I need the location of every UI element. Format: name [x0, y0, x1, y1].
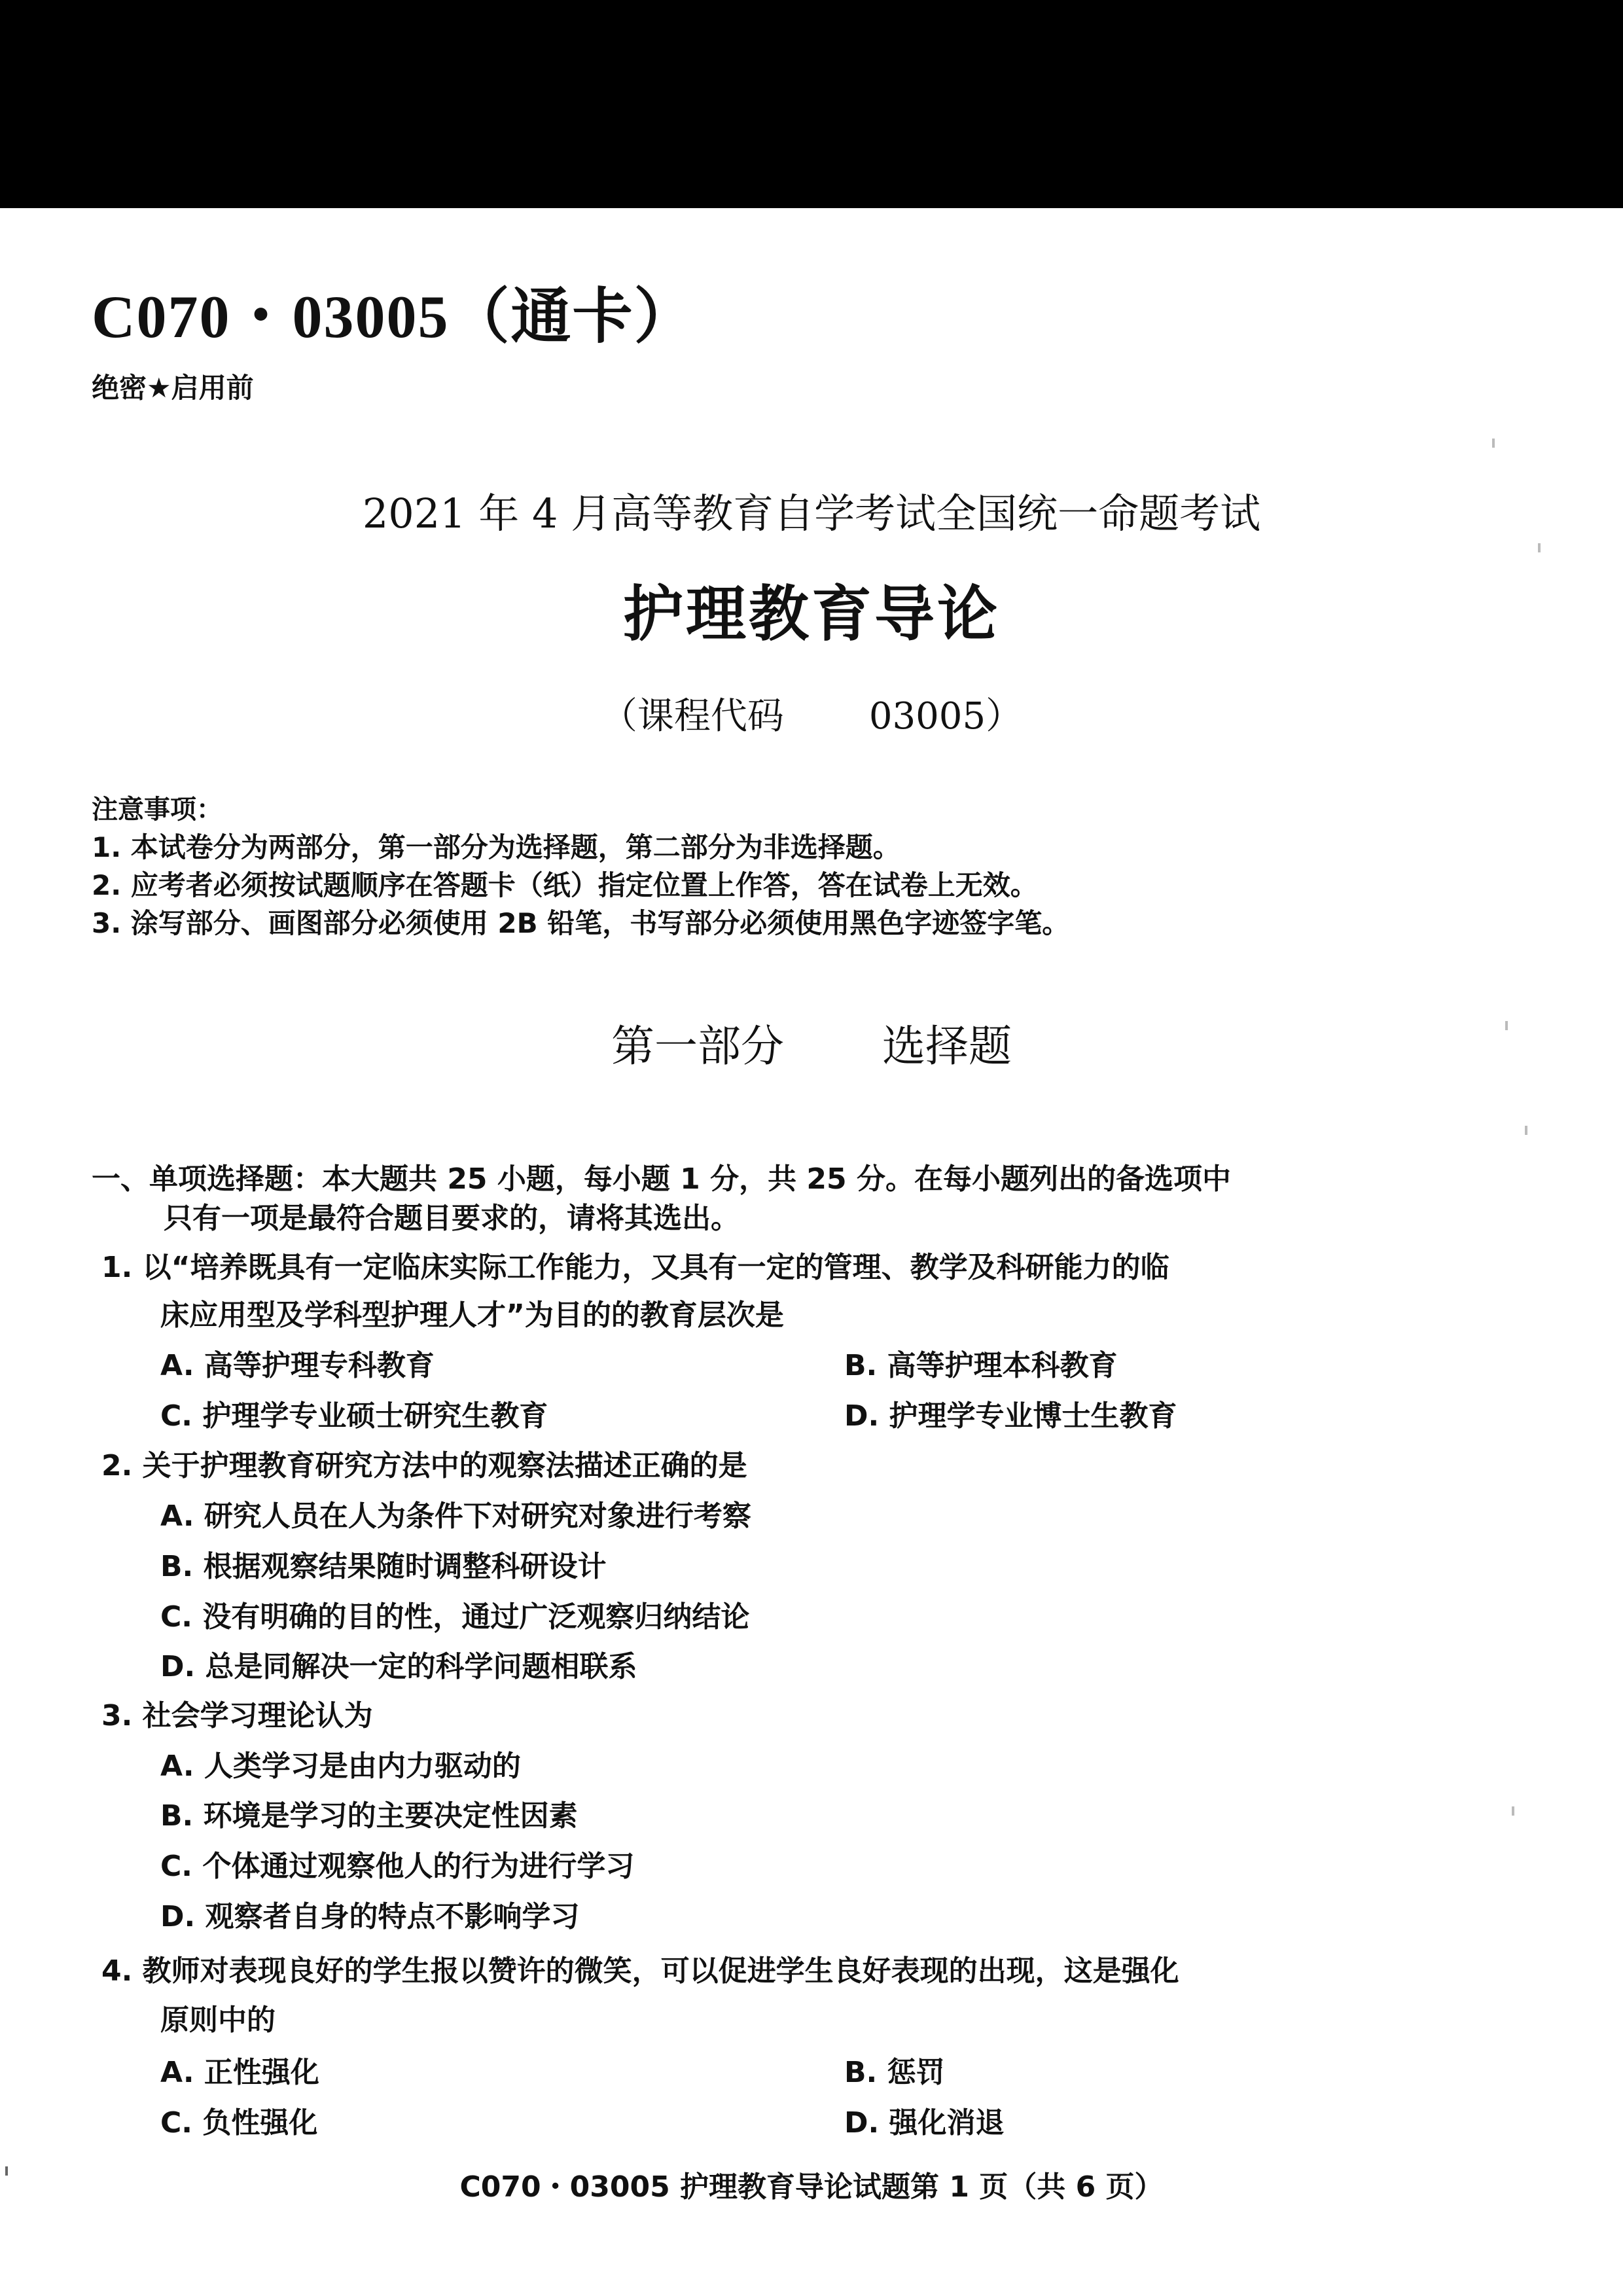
scan-noise [1538, 543, 1541, 552]
scan-noise [5, 2166, 8, 2176]
question-4-stem-cont: 原则中的 [160, 2003, 276, 2037]
course-code [0, 687, 1623, 740]
question-4-stem: 4. 教师对表现良好的学生报以赞许的微笑，可以促进学生良好表现的出现，这是强化 [101, 1954, 1179, 1988]
question-2-stem: 2. 关于护理教育研究方法中的观察法描述正确的是 [101, 1449, 747, 1482]
subject-title: 护理教育导论 [622, 579, 1000, 649]
course-code-label: （课程代码 [600, 695, 784, 738]
question-4-option-a: A. 正性强化 [160, 2056, 319, 2089]
part-heading [0, 1011, 1623, 1073]
question-4-option-d: D. 强化消退 [844, 2106, 1005, 2140]
question-2-option-c: C. 没有明确的目的性，通过广泛观察归纳结论 [160, 1600, 750, 1634]
section-instructions-cont: 只有一项是最符合题目要求的，请将其选出。 [164, 1202, 740, 1235]
question-4-option-c: C. 负性强化 [160, 2106, 318, 2140]
question-1-stem: 1. 以“培养既具有一定临床实际工作能力，又具有一定的管理、教学及科研能力的临 [101, 1251, 1169, 1284]
scan-noise [1512, 1806, 1514, 1816]
scan-black-band [0, 0, 1623, 208]
confidential-label: 绝密★启用前 [92, 372, 254, 404]
question-1-option-b: B. 高等护理本科教育 [844, 1349, 1118, 1382]
notice-item: 3. 涂写部分、画图部分必须使用 2B 铅笔，书写部分必须使用黑色字迹签字笔。 [92, 907, 1070, 939]
question-2-option-d: D. 总是同解决一定的科学问题相联系 [160, 1650, 637, 1683]
question-1-option-d: D. 护理学专业博士生教育 [844, 1399, 1177, 1433]
question-1-stem-cont: 床应用型及学科型护理人才”为目的的教育层次是 [160, 1299, 784, 1332]
question-4-option-b: B. 惩罚 [844, 2056, 945, 2089]
notice-title: 注意事项： [92, 795, 223, 825]
paper-code: C070・03005（通卡） [92, 283, 696, 350]
scan-noise [1525, 1126, 1527, 1135]
exam-title: 2021 年 4 月高等教育自学考试全国统一命题考试 [362, 490, 1261, 537]
question-3-option-d: D. 观察者自身的特点不影响学习 [160, 1900, 580, 1933]
question-3-option-a: A. 人类学习是由内力驱动的 [160, 1749, 521, 1783]
question-3-option-b: B. 环境是学习的主要决定性因素 [160, 1799, 578, 1833]
question-1-option-c: C. 护理学专业硕士研究生教育 [160, 1399, 548, 1433]
page-footer: C070・03005 护理教育导论试题第 1 页（共 6 页） [459, 2170, 1164, 2204]
notice-item: 1. 本试卷分为两部分，第一部分为选择题，第二部分为非选择题。 [92, 831, 901, 863]
question-2-option-b: B. 根据观察结果随时调整科研设计 [160, 1550, 607, 1583]
part-name: 选择题 [882, 1021, 1012, 1071]
question-3-option-c: C. 个体通过观察他人的行为进行学习 [160, 1850, 635, 1883]
part-label: 第一部分 [611, 1021, 784, 1071]
question-2-option-a: A. 研究人员在人为条件下对研究对象进行考察 [160, 1499, 751, 1533]
scan-noise [1492, 439, 1495, 448]
question-1-option-a: A. 高等护理专科教育 [160, 1349, 435, 1382]
section-instructions: 一、单项选择题：本大题共 25 小题，每小题 1 分，共 25 分。在每小题列出的备选项中 [92, 1162, 1231, 1196]
notice-item: 2. 应考者必须按试题顺序在答题卡（纸）指定位置上作答，答在试卷上无效。 [92, 869, 1038, 901]
question-3-stem: 3. 社会学习理论认为 [101, 1699, 373, 1732]
scan-noise [1505, 1021, 1508, 1030]
course-code-value: 03005） [868, 695, 1023, 738]
